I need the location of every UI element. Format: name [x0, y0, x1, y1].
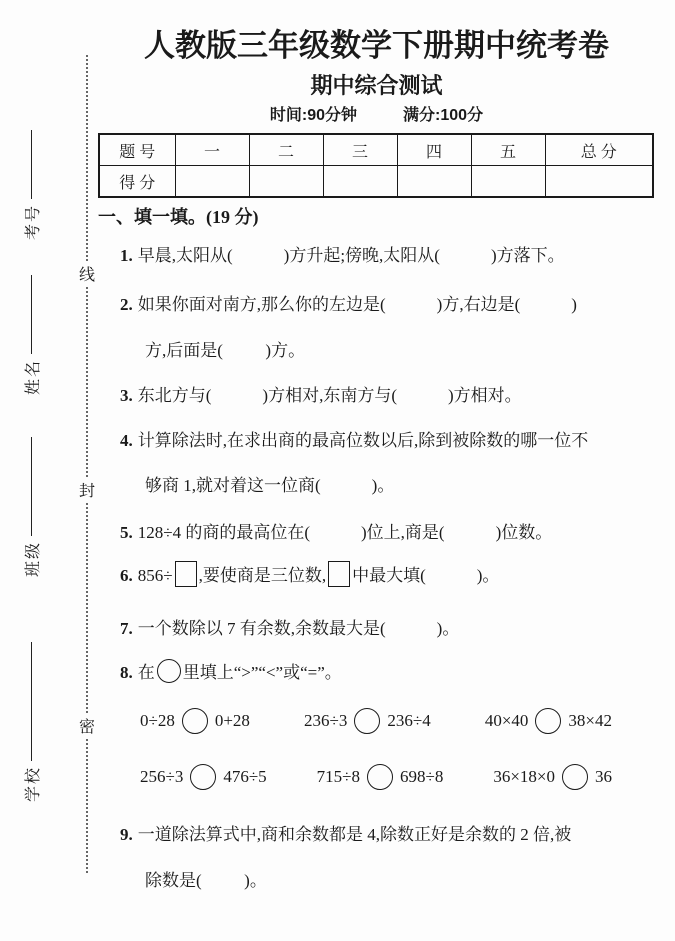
question-9-text-continued: 除数是( )。	[145, 871, 267, 890]
class-fill-line	[31, 437, 32, 536]
header-section-2: 二	[249, 134, 323, 166]
question-2-text-continued: 方,后面是( )方。	[145, 341, 306, 360]
compare-item	[317, 764, 444, 790]
question-5-text: 128÷4 的商的最高位在( )位上,商是( )位数。	[137, 523, 553, 542]
school-fill-line	[31, 642, 32, 761]
compare-item	[304, 708, 431, 734]
question-4-number: 4.	[120, 431, 133, 450]
compare-item	[485, 708, 612, 734]
question-2-number: 2.	[120, 295, 133, 314]
compare-left: 256÷3	[140, 767, 184, 786]
question-6	[98, 561, 660, 587]
school-label: 学校	[24, 765, 42, 802]
score-cell	[397, 166, 471, 198]
question-6-text-3: 中最大填( )。	[352, 566, 500, 585]
question-9-continued	[98, 866, 660, 891]
blank-box-icon	[175, 561, 197, 587]
seal-char-xian: 线	[76, 262, 98, 285]
exam-number-fill-line	[31, 130, 32, 199]
score-table-score-row	[99, 166, 653, 198]
compare-circle-icon	[157, 659, 181, 683]
seal-dotted-line	[86, 55, 88, 873]
seal-char-mi: 密	[76, 714, 98, 737]
question-9-number: 9.	[120, 825, 133, 844]
question-1-text: 早晨,太阳从( )方升起;傍晚,太阳从( )方落下。	[137, 246, 565, 265]
question-8-compare-row-2	[140, 764, 612, 790]
compare-circle-icon	[354, 708, 380, 734]
header-total: 总 分	[545, 134, 653, 166]
sidebar-field-exam-number	[16, 130, 46, 240]
score-table-header-row	[99, 134, 653, 166]
compare-circle-icon	[182, 708, 208, 734]
header-question-number: 题 号	[99, 134, 175, 166]
question-5-number: 5.	[120, 523, 133, 542]
score-cell	[323, 166, 397, 198]
exam-meta	[98, 102, 655, 125]
compare-left: 715÷8	[316, 767, 360, 786]
question-8-text-1: 在	[137, 663, 155, 682]
question-8-text-2: 里填上“>”“<”或“=”。	[182, 663, 342, 682]
header-section-3: 三	[323, 134, 397, 166]
question-3-number: 3.	[120, 386, 133, 405]
header-section-1: 一	[175, 134, 249, 166]
compare-item	[140, 764, 267, 790]
compare-right: 36	[595, 767, 612, 786]
question-2	[98, 290, 660, 315]
question-8-compare-row-1	[140, 708, 612, 734]
compare-item	[140, 708, 250, 734]
question-4	[98, 426, 660, 451]
page-subtitle: 期中综合测试	[310, 73, 443, 98]
exam-number-label: 考号	[24, 203, 42, 240]
header-section-5: 五	[471, 134, 545, 166]
score-cell	[545, 166, 653, 198]
page-title: 人教版三年级数学下册期中统考卷	[144, 28, 609, 63]
blank-box-icon	[328, 561, 350, 587]
compare-circle-icon	[190, 764, 216, 790]
question-2-text: 如果你面对南方,那么你的左边是( )方,右边是( )	[137, 295, 577, 314]
score-cell	[471, 166, 545, 198]
question-8-number: 8.	[120, 663, 133, 682]
section-1-heading: 一、填一填。(19 分)	[98, 207, 259, 227]
compare-right: 698÷8	[400, 767, 444, 786]
score-row-label: 得 分	[99, 166, 175, 198]
question-1	[98, 241, 660, 266]
question-6-number: 6.	[120, 566, 133, 585]
compare-circle-icon	[562, 764, 588, 790]
student-name-label: 姓名	[24, 358, 42, 395]
question-1-number: 1.	[120, 246, 133, 265]
compare-left: 0÷28	[140, 711, 175, 730]
compare-circle-icon	[367, 764, 393, 790]
compare-right: 38×42	[568, 711, 612, 730]
question-9	[98, 820, 660, 845]
question-2-continued	[98, 336, 660, 361]
question-4-text: 计算除法时,在求出商的最高位数以后,除到被除数的哪一位不	[137, 431, 589, 450]
question-3-text: 东北方与( )方相对,东南方与( )方相对。	[137, 386, 522, 405]
compare-left: 236÷3	[304, 711, 348, 730]
question-7-number: 7.	[120, 619, 133, 638]
question-8	[98, 658, 660, 683]
score-cell	[249, 166, 323, 198]
question-9-text: 一道除法算式中,商和余数都是 4,除数正好是余数的 2 倍,被	[137, 825, 572, 844]
compare-item	[493, 764, 612, 790]
score-cell	[175, 166, 249, 198]
question-6-text-1: 856÷	[137, 566, 173, 585]
class-label: 班级	[24, 540, 42, 577]
student-name-fill-line	[31, 275, 32, 354]
seal-char-feng: 封	[76, 478, 98, 501]
compare-right: 236÷4	[387, 711, 431, 730]
question-4-continued	[98, 471, 660, 496]
sidebar-field-school	[16, 642, 46, 802]
compare-left: 36×18×0	[493, 767, 555, 786]
compare-right: 0+28	[214, 711, 250, 730]
question-7	[98, 614, 660, 639]
time-limit: 时间:90分钟	[269, 107, 358, 124]
score-table	[98, 133, 654, 198]
question-6-text-2: ,要使商是三位数,	[198, 566, 327, 585]
sidebar-field-class	[16, 437, 46, 577]
question-4-text-continued: 够商 1,就对着这一位商( )。	[145, 476, 395, 495]
compare-right: 476÷5	[223, 767, 267, 786]
full-score: 满分:100分	[403, 107, 484, 124]
question-7-text: 一个数除以 7 有余数,余数最大是( )。	[137, 619, 460, 638]
compare-circle-icon	[535, 708, 561, 734]
sidebar-field-student-name	[16, 275, 46, 395]
header-section-4: 四	[397, 134, 471, 166]
question-3	[98, 381, 660, 406]
compare-left: 40×40	[484, 711, 529, 730]
question-5	[98, 518, 660, 543]
